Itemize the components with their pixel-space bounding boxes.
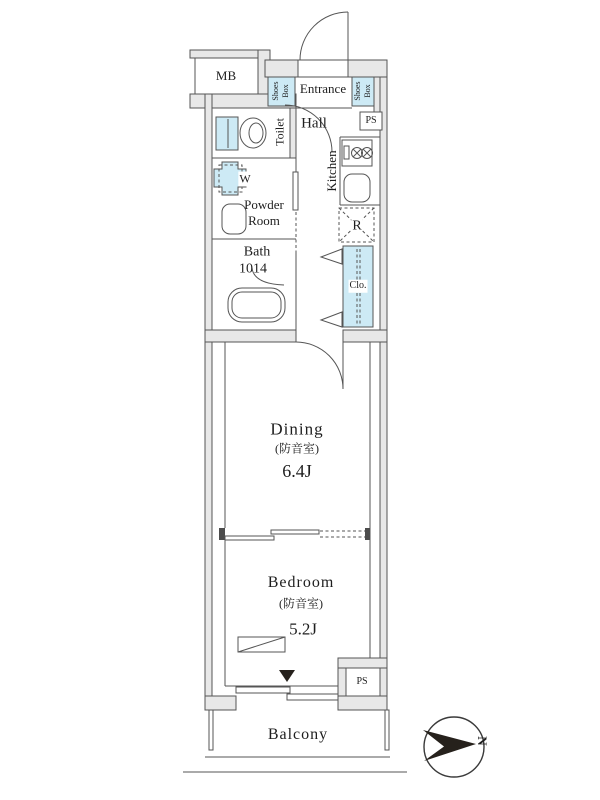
dining-door (296, 342, 343, 389)
ps-bottom-label: PS (356, 675, 368, 687)
mb-label: MB (215, 67, 237, 83)
bath-label: Bath (243, 244, 271, 260)
shoes-box-left-label: Shoes Box (271, 81, 290, 101)
compass (423, 717, 484, 777)
kitchen-label: Kitchen (323, 150, 339, 192)
bedroom-size-label: 5.2J (289, 619, 317, 639)
dining-label: Dining (270, 419, 324, 439)
sliding-partition (219, 528, 370, 540)
window-marker-triangle (279, 670, 295, 682)
bedroom-label: Bedroom (267, 574, 335, 591)
entrance-label: Entrance (299, 80, 347, 96)
bedroom-note-label: (防音室) (279, 596, 323, 611)
dining-size-label: 6.4J (282, 460, 312, 481)
bedroom-room-outline (225, 540, 338, 686)
shoes-box-right-label: Shoes Box (353, 81, 372, 101)
ps-top-label: PS (365, 114, 377, 126)
kitchen-stove (342, 140, 373, 166)
desk-counter (238, 637, 285, 652)
bath-size-label: 1014 (239, 261, 267, 277)
bedroom-window (236, 687, 338, 700)
compass-north-label: N (475, 736, 491, 746)
corridor-partition (293, 158, 298, 330)
kitchen-sink (344, 174, 370, 202)
closet-label: Clo. (349, 279, 367, 291)
washer-label: W (239, 171, 251, 186)
dining-note-label: (防音室) (275, 441, 319, 456)
balcony-label: Balcony (267, 726, 329, 743)
powder-room-label: Powder Room (244, 196, 284, 228)
refrigerator-label: R (352, 218, 362, 234)
toilet-label: Toilet (272, 118, 287, 146)
hall-label: Hall (301, 115, 327, 132)
